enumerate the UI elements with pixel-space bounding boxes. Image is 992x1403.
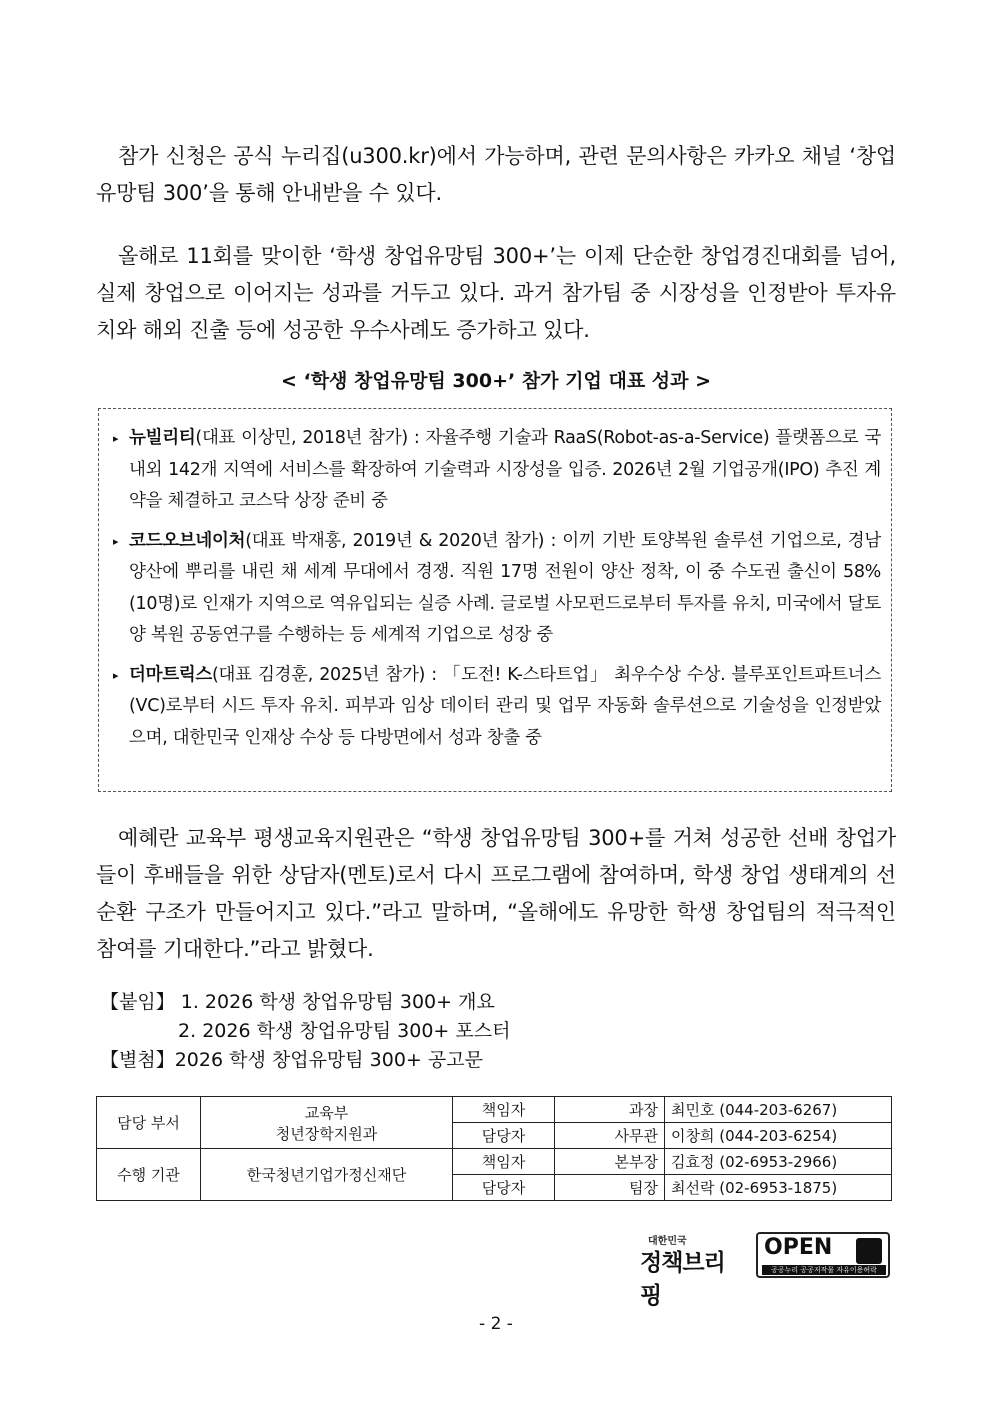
company-name: 더마트릭스 xyxy=(129,664,213,685)
table-row xyxy=(97,1149,892,1175)
logo-small-text: 대한민국 xyxy=(648,1236,687,1247)
person-icon xyxy=(856,1238,882,1264)
dept-org-line1: 교육부 xyxy=(304,1103,349,1122)
company-name: 뉴빌리티 xyxy=(129,428,196,448)
kogl-open-logo xyxy=(756,1232,890,1278)
open-text: OPEN xyxy=(764,1235,833,1260)
paragraph-application: 참가 신청은 공식 누리집(u300.kr)에서 가능하며, 관련 문의사항은 카카오 채널 ‘창업유망팀 300’을 통해 안내받을 수 있다. xyxy=(96,144,896,205)
company-description: (대표 이상민, 2018년 참가) : 자율주행 기술과 RaaS(Robot-as-a-Service) 플랫폼으로 국내외 142개 지역에 서비스를 확장하여 기술력과 시장성을 입증. 2026년 2월 기업공개(IPO) 추진 계약을 체결하고 코스닥 상장 준비 중 xyxy=(129,428,881,511)
achievement-box xyxy=(98,408,892,792)
person-cell: 김효정 (02-6953-2966) xyxy=(665,1149,892,1175)
person-cell: 이창희 (044-203-6254) xyxy=(665,1123,892,1149)
achievement-item-codeofnature xyxy=(109,526,881,652)
enclosure-label: 【별첨】 xyxy=(100,1049,175,1071)
dept-org-line2: 청년장학지원과 xyxy=(275,1124,378,1143)
attachment-1 xyxy=(100,988,495,1016)
attachment-2-text: 2. 2026 학생 창업유망팀 300+ 포스터 xyxy=(178,1020,511,1042)
company-name: 코드오브네이처 xyxy=(129,530,246,551)
role-cell: 담당자 xyxy=(453,1175,555,1201)
dept-label: 담당 부서 xyxy=(97,1097,201,1149)
table-row xyxy=(97,1097,892,1123)
agency-label: 수행 기관 xyxy=(97,1149,201,1201)
enclosure-text: 2026 학생 창업유망팀 300+ 공고문 xyxy=(174,1049,483,1071)
logo-big-text: 정책브리핑 xyxy=(640,1250,725,1309)
title-cell: 사무관 xyxy=(555,1123,665,1149)
dept-org xyxy=(201,1097,453,1149)
triangle-bullet-icon: ▸ xyxy=(113,432,119,445)
title-cell: 팀장 xyxy=(555,1175,665,1201)
attachment-2 xyxy=(100,1017,510,1045)
agency-org: 한국청년기업가정신재단 xyxy=(201,1149,453,1201)
company-description: (대표 김경훈, 2025년 참가) : 「도전! K-스타트업」 최우수상 수상. 블루포인트파트너스(VC)로부터 시드 투자 유치. 피부과 임상 데이터 관리 및 업무 자동화 솔루션으로 기술성을 인정받았으며, 대한민국 인재상 수상 등 다방면에서 성과 창출 중 xyxy=(129,664,881,748)
page-number: - 2 - xyxy=(479,1314,513,1334)
role-cell: 담당자 xyxy=(453,1123,555,1149)
attachment-1-text: 1. 2026 학생 창업유망팀 300+ 개요 xyxy=(180,991,495,1013)
person-cell: 최선락 (02-6953-1875) xyxy=(665,1175,892,1201)
paragraph-quote: 예혜란 교육부 평생교육지원관은 “학생 창업유망팀 300+를 거쳐 성공한 선배 창업가들이 후배들을 위한 상담자(멘토)로서 다시 프로그램에 참여하며, 학생 창업 생태계의 선순환 구조가 만들어지고 있다.”라고 말하며, “올해에도 유망한 학생 창업팀의 적극적인 참여를 기대한다.”라고 밝혔다. xyxy=(96,826,896,961)
open-subtext: 공공누리 공공저작물 자유이용허락 xyxy=(762,1265,886,1275)
triangle-bullet-icon: ▸ xyxy=(113,534,119,548)
achievement-item-newbility xyxy=(109,423,881,518)
role-cell: 책임자 xyxy=(453,1149,555,1175)
title-cell: 본부장 xyxy=(555,1149,665,1175)
box-title: < ‘학생 창업유망팀 300+’ 참가 기업 대표 성과 > xyxy=(280,370,712,392)
company-description: (대표 박재홍, 2019년 & 2020년 참가) : 이끼 기반 토양복원 솔루션 기업으로, 경남 양산에 뿌리를 내린 채 세계 무대에서 경쟁. 직원 17명 전원이 양산 정착, 이 중 수도권 출신이 58%(10명)로 인재가 지역으로 역유입되는 실증 사례. 글로벌 사모펀드로부터 투자를 유치, 미국에서 달토양 복원 공동연구를 수행하는 등 세계적 기업으로 성장 중 xyxy=(129,530,881,645)
achievement-item-dermatrix xyxy=(109,660,881,755)
policy-briefing-logo xyxy=(640,1232,746,1309)
title-cell: 과장 xyxy=(555,1097,665,1123)
attachment-label: 【붙임】 xyxy=(100,991,175,1013)
triangle-bullet-icon: ▸ xyxy=(113,668,119,682)
enclosure xyxy=(100,1046,483,1074)
contact-table xyxy=(96,1096,892,1201)
logos xyxy=(640,1232,892,1309)
role-cell: 책임자 xyxy=(453,1097,555,1123)
paragraph-achievements: 올해로 11회를 맞이한 ‘학생 창업유망팀 300+’는 이제 단순한 창업경진대회를 넘어, 실제 창업으로 이어지는 성과를 거두고 있다. 과거 참가팀 중 시장성을 인정받아 투자유치와 해외 진출 등에 성공한 우수사례도 증가하고 있다. xyxy=(96,244,896,342)
person-cell: 최민호 (044-203-6267) xyxy=(665,1097,892,1123)
